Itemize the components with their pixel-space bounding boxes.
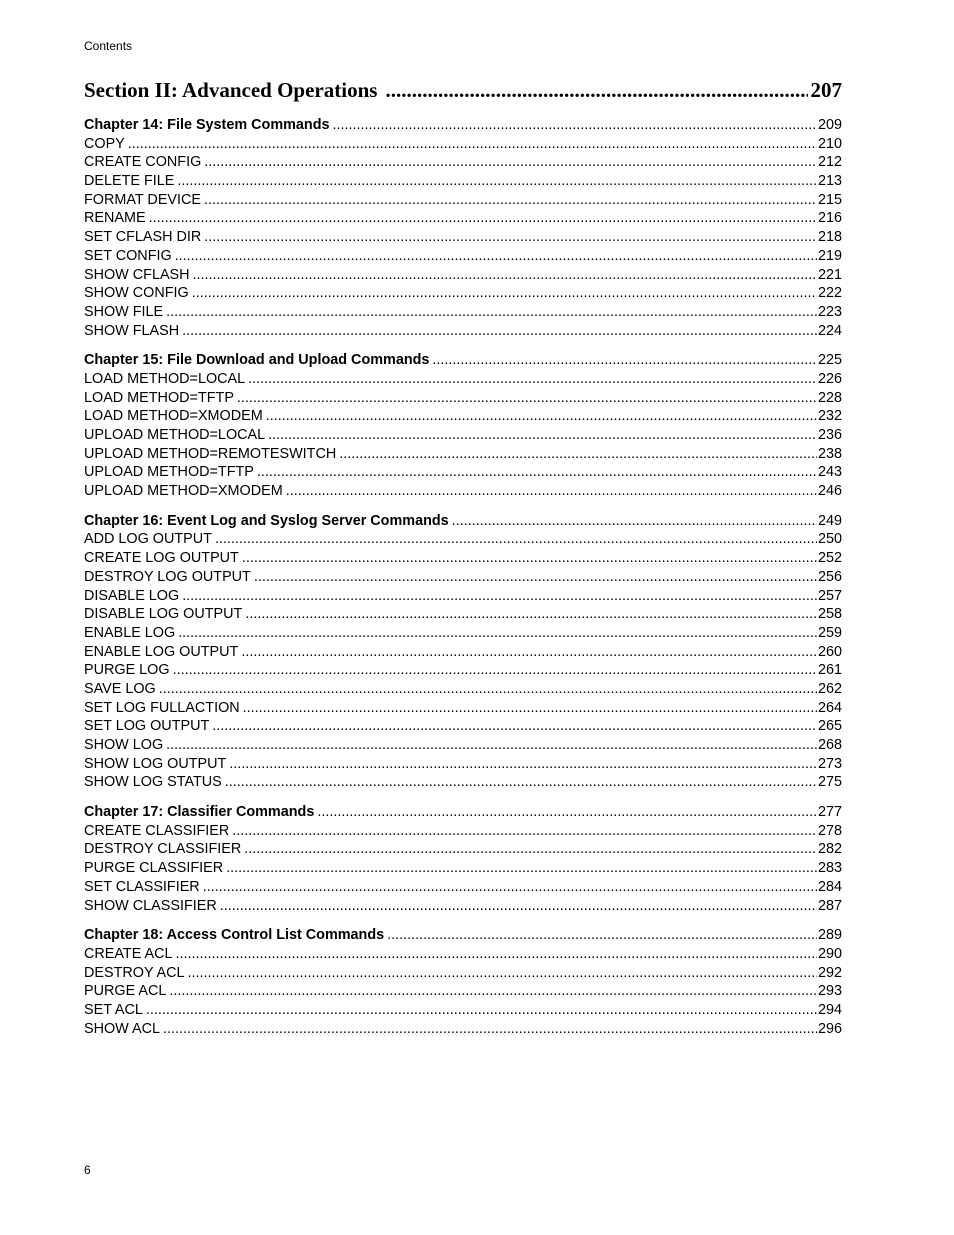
dot-leader [169, 982, 817, 1001]
toc-entry-page-number: 236 [817, 427, 842, 443]
dot-leader [432, 351, 817, 370]
toc-entry-title: UPLOAD METHOD=LOCAL [84, 427, 266, 443]
toc-entry-title: ENABLE LOG OUTPUT [84, 643, 239, 660]
toc-entry-page-number: 252 [817, 550, 842, 567]
toc-entry-page-number: 260 [817, 643, 842, 660]
toc-entry[interactable] [84, 549, 842, 568]
toc-entry-title: SHOW ACL [84, 1020, 160, 1037]
toc-entry-page-number: 282 [817, 841, 842, 858]
toc-entry[interactable] [84, 191, 842, 210]
toc-entry-title: SET CONFIG [84, 247, 172, 264]
dot-leader [387, 926, 817, 945]
toc-entry-title: LOAD METHOD=XMODEM [84, 408, 263, 425]
toc-entry[interactable] [84, 680, 842, 699]
toc-entry-title: SET CFLASH DIR [84, 229, 202, 246]
toc-entry-page-number: 273 [817, 755, 842, 772]
toc-entry-page-number: 246 [817, 483, 842, 500]
dot-leader [178, 624, 817, 643]
dot-leader [244, 840, 817, 859]
toc-entry-page-number: 293 [817, 983, 842, 1000]
toc-entry-page-number: 262 [817, 680, 842, 697]
toc-entry[interactable] [84, 266, 842, 285]
toc-entry[interactable] [84, 643, 842, 662]
chapter-heading-title: Chapter 16: Event Log and Syslog Server Commands [84, 512, 449, 529]
toc-entry-page-number: 243 [817, 464, 842, 481]
toc-entry[interactable] [84, 1020, 842, 1039]
toc-entry[interactable] [84, 717, 842, 736]
toc-entry-title: SET CLASSIFIER [84, 878, 200, 895]
toc-entry[interactable] [84, 1001, 842, 1020]
toc-entry-title: COPY [84, 135, 125, 152]
toc-entry-page-number: 238 [817, 445, 842, 462]
toc-entry-title: CREATE CLASSIFIER [84, 822, 230, 839]
dot-leader [254, 568, 817, 587]
toc-entry[interactable] [84, 587, 842, 606]
toc-entry-page-number: 212 [817, 154, 842, 171]
toc-entry[interactable] [84, 897, 842, 916]
toc-entry-page-number: 256 [817, 568, 842, 585]
dot-leader [215, 530, 817, 549]
toc-entry-page-number: 264 [817, 699, 842, 716]
toc-entry-page-number: 222 [817, 285, 842, 302]
section-page-number: 207 [810, 78, 842, 102]
table-of-contents [84, 116, 842, 1049]
toc-entry-title: PURGE ACL [84, 983, 167, 1000]
dot-leader [176, 945, 817, 964]
toc-entry-title: SHOW CLASSIFIER [84, 897, 217, 914]
chapter-block [84, 116, 842, 340]
toc-entry[interactable] [84, 661, 842, 680]
toc-entry-page-number: 221 [817, 266, 842, 283]
toc-entry-page-number: 294 [817, 1001, 842, 1018]
toc-entry-title: RENAME [84, 210, 146, 227]
dot-leader [237, 389, 817, 408]
dot-leader [212, 717, 817, 736]
dot-leader [204, 228, 817, 247]
toc-entry[interactable] [84, 878, 842, 897]
toc-entry-title: PURGE CLASSIFIER [84, 860, 224, 877]
toc-entry-page-number: 292 [817, 964, 842, 981]
dot-leader [257, 463, 817, 482]
dot-leader [229, 755, 817, 774]
toc-entry[interactable] [84, 568, 842, 587]
toc-entry[interactable] [84, 135, 842, 154]
toc-entry-page-number: 290 [817, 945, 842, 962]
chapter-block [84, 351, 842, 501]
toc-entry-title: LOAD METHOD=LOCAL [84, 370, 246, 387]
toc-entry-title: CREATE CONFIG [84, 154, 202, 171]
toc-entry-page-number: 283 [817, 860, 842, 877]
toc-entry-page-number: 219 [817, 247, 842, 264]
toc-entry[interactable] [84, 964, 842, 983]
dot-leader [286, 482, 817, 501]
toc-entry-title: SET LOG OUTPUT [84, 718, 210, 735]
toc-entry-title: SHOW CFLASH [84, 266, 190, 283]
dot-leader [243, 699, 817, 718]
toc-entry[interactable] [84, 859, 842, 878]
toc-entry[interactable] [84, 530, 842, 549]
toc-entry[interactable] [84, 370, 842, 389]
toc-entry-page-number: 261 [817, 662, 842, 679]
toc-entry-title: SHOW LOG OUTPUT [84, 755, 227, 772]
chapter-heading-title: Chapter 18: Access Control List Commands [84, 927, 385, 944]
dot-leader [166, 303, 817, 322]
toc-entry[interactable] [84, 982, 842, 1001]
toc-entry-title: ENABLE LOG [84, 624, 176, 641]
dot-leader [226, 859, 817, 878]
toc-entry-title: SAVE LOG [84, 680, 156, 697]
chapter-heading-title: Chapter 17: Classifier Commands [84, 804, 315, 821]
dot-leader [220, 897, 817, 916]
toc-entry-title: LOAD METHOD=TFTP [84, 389, 234, 406]
toc-entry[interactable] [84, 605, 842, 624]
toc-entry[interactable] [84, 445, 842, 464]
dot-leader [248, 370, 817, 389]
toc-entry-page-number: 215 [817, 191, 842, 208]
chapter-heading-page-number: 225 [817, 352, 842, 369]
toc-entry[interactable] [84, 153, 842, 172]
toc-entry[interactable] [84, 840, 842, 859]
toc-entry[interactable] [84, 482, 842, 501]
toc-entry[interactable] [84, 736, 842, 755]
dot-leader [225, 773, 817, 792]
toc-entry-title: SET LOG FULLACTION [84, 699, 240, 716]
toc-entry-page-number: 232 [817, 408, 842, 425]
dot-leader [182, 322, 817, 341]
toc-entry-page-number: 278 [817, 822, 842, 839]
chapter-block [84, 512, 842, 792]
toc-entry-title: DESTROY LOG OUTPUT [84, 568, 251, 585]
toc-entry-title: FORMAT DEVICE [84, 191, 202, 208]
toc-entry-page-number: 259 [817, 624, 842, 641]
toc-entry-page-number: 250 [817, 531, 842, 548]
toc-entry[interactable] [84, 822, 842, 841]
toc-entry-title: PURGE LOG [84, 662, 170, 679]
dot-leader [203, 878, 817, 897]
dot-leader [173, 661, 817, 680]
chapter-heading[interactable] [84, 926, 842, 945]
section-title: Section II: Advanced Operations [84, 78, 378, 102]
dot-leader [339, 445, 817, 464]
chapter-block [84, 926, 842, 1038]
toc-entry-page-number: 213 [817, 173, 842, 190]
toc-entry-title: DISABLE LOG OUTPUT [84, 606, 243, 623]
toc-entry-title: SHOW CONFIG [84, 285, 189, 302]
toc-entry-page-number: 287 [817, 897, 842, 914]
toc-entry-page-number: 275 [817, 774, 842, 791]
dot-leader [266, 407, 817, 426]
toc-entry-page-number: 210 [817, 135, 842, 152]
chapter-heading[interactable] [84, 351, 842, 370]
section-heading[interactable] [84, 78, 842, 103]
toc-entry-title: DESTROY ACL [84, 964, 185, 981]
dot-leader [166, 736, 817, 755]
dot-leader [232, 822, 817, 841]
toc-entry-page-number: 216 [817, 210, 842, 227]
dot-leader [385, 78, 807, 103]
toc-entry-title: SHOW LOG STATUS [84, 774, 222, 791]
dot-leader [452, 512, 817, 531]
dot-leader [241, 643, 817, 662]
toc-entry[interactable] [84, 699, 842, 718]
dot-leader [317, 803, 817, 822]
toc-entry[interactable] [84, 209, 842, 228]
toc-entry[interactable] [84, 322, 842, 341]
chapter-heading[interactable] [84, 512, 842, 531]
toc-entry[interactable] [84, 389, 842, 408]
toc-entry-page-number: 228 [817, 389, 842, 406]
dot-leader [149, 209, 817, 228]
dot-leader [163, 1020, 817, 1039]
toc-entry[interactable] [84, 945, 842, 964]
toc-entry[interactable] [84, 247, 842, 266]
toc-entry-page-number: 224 [817, 322, 842, 339]
dot-leader [204, 191, 817, 210]
toc-entry-title: DISABLE LOG [84, 587, 180, 604]
dot-leader [182, 587, 817, 606]
toc-entry-title: UPLOAD METHOD=REMOTESWITCH [84, 445, 337, 462]
dot-leader [193, 266, 817, 285]
toc-entry-page-number: 218 [817, 229, 842, 246]
dot-leader [177, 172, 817, 191]
chapter-heading[interactable] [84, 803, 842, 822]
toc-entry-page-number: 265 [817, 718, 842, 735]
toc-entry[interactable] [84, 228, 842, 247]
running-header: Contents [84, 39, 133, 53]
toc-entry-page-number: 284 [817, 878, 842, 895]
dot-leader [204, 153, 817, 172]
chapter-heading-title: Chapter 14: File System Commands [84, 117, 330, 133]
toc-entry-title: DELETE FILE [84, 173, 175, 190]
page-number: 6 [84, 1163, 91, 1177]
toc-entry[interactable] [84, 755, 842, 774]
toc-entry[interactable] [84, 426, 842, 445]
toc-entry[interactable] [84, 407, 842, 426]
dot-leader [242, 549, 817, 568]
toc-entry-title: SHOW FILE [84, 303, 164, 320]
chapter-heading-page-number: 277 [817, 804, 842, 821]
chapter-heading[interactable] [84, 116, 842, 135]
dot-leader [268, 426, 817, 445]
toc-entry-title: DESTROY CLASSIFIER [84, 841, 242, 858]
toc-entry[interactable] [84, 463, 842, 482]
dot-leader [146, 1001, 817, 1020]
toc-entry[interactable] [84, 773, 842, 792]
toc-entry-page-number: 268 [817, 737, 842, 753]
dot-leader [128, 135, 817, 154]
toc-entry[interactable] [84, 624, 842, 643]
toc-entry-title: CREATE LOG OUTPUT [84, 550, 239, 567]
toc-entry-title: SET ACL [84, 1001, 143, 1018]
toc-entry-title: SHOW FLASH [84, 322, 180, 339]
chapter-heading-title: Chapter 15: File Download and Upload Commands [84, 352, 430, 369]
dot-leader [333, 116, 817, 135]
toc-entry-title: SHOW LOG [84, 737, 164, 753]
chapter-heading-page-number: 249 [817, 512, 842, 529]
chapter-heading-page-number: 289 [817, 927, 842, 944]
dot-leader [192, 284, 817, 303]
toc-entry-title: UPLOAD METHOD=TFTP [84, 464, 254, 481]
toc-entry[interactable] [84, 303, 842, 322]
dot-leader [159, 680, 817, 699]
toc-entry-title: ADD LOG OUTPUT [84, 531, 212, 548]
toc-entry-title: UPLOAD METHOD=XMODEM [84, 483, 283, 500]
toc-entry-page-number: 258 [817, 606, 842, 623]
toc-entry[interactable] [84, 284, 842, 303]
toc-entry-title: CREATE ACL [84, 945, 173, 962]
dot-leader [175, 247, 817, 266]
toc-entry-page-number: 296 [817, 1020, 842, 1037]
toc-entry[interactable] [84, 172, 842, 191]
dot-leader [188, 964, 817, 983]
toc-entry-page-number: 223 [817, 303, 842, 320]
toc-entry-page-number: 226 [817, 370, 842, 387]
toc-entry-page-number: 257 [817, 587, 842, 604]
chapter-heading-page-number: 209 [817, 117, 842, 133]
dot-leader [245, 605, 817, 624]
chapter-block [84, 803, 842, 915]
